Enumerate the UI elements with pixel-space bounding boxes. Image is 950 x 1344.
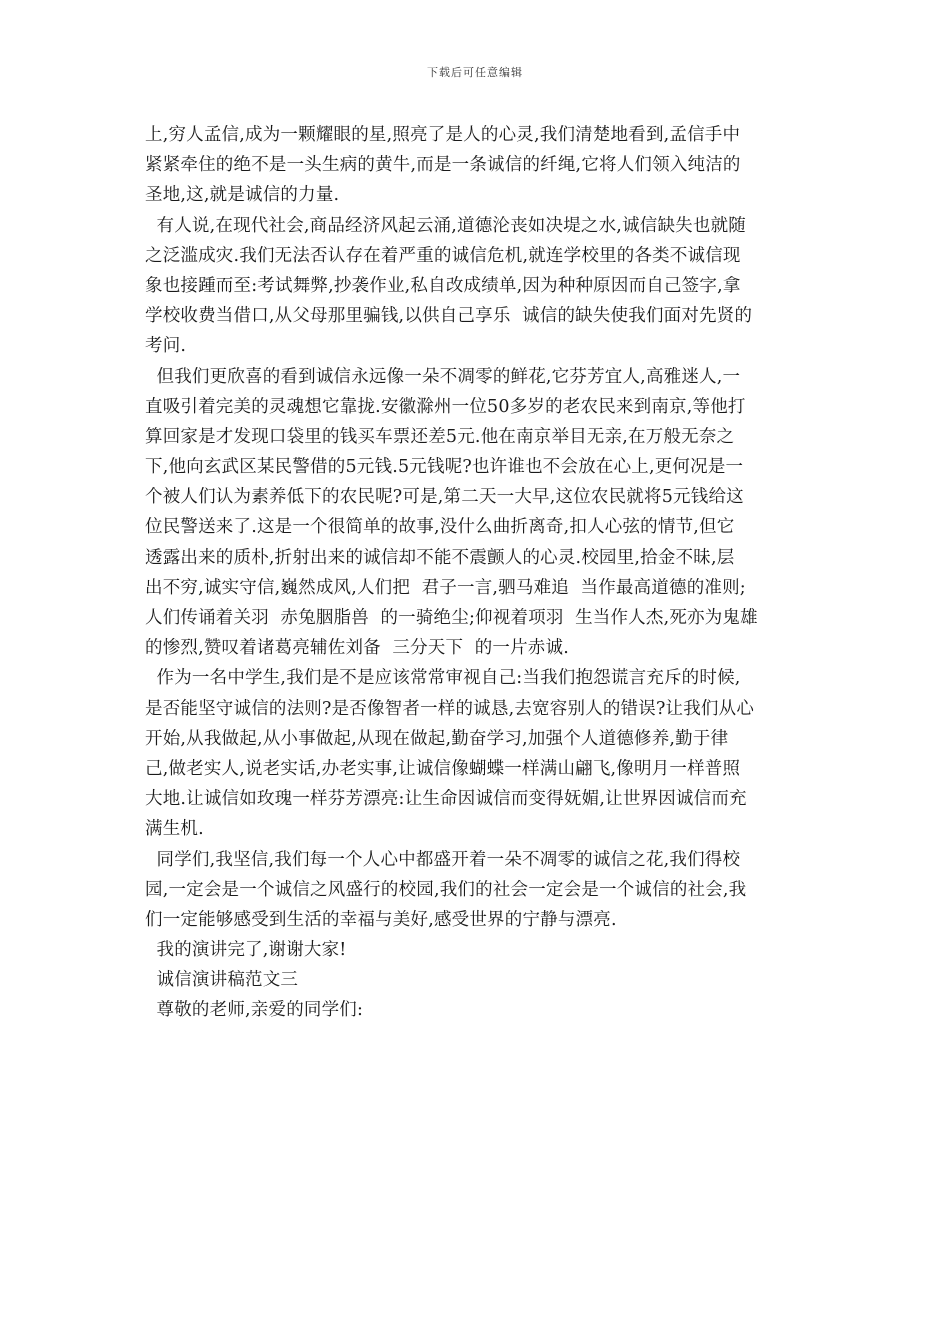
text-line: 己,做老实人,说老实话,办老实事,让诚信像蝴蝶一样满山翩飞,像明月一样普照 [145,758,741,779]
text-line: 个被人们认为素养低下的农民呢?可是,第二天一大早,这位农民就将5元钱给这 [145,487,744,508]
text-line: 的惨烈,赞叹着诸葛亮辅佐刘备 三分天下 的一片赤诚. [145,638,569,659]
text-line: 开始,从我做起,从小事做起,从现在做起,勤奋学习,加强个人道德修养,勤于律 [145,728,729,749]
text-line: 们一定能够感受到生活的幸福与美好,感受世界的宁静与漂亮. [145,909,617,930]
page-header: 下载后可任意编辑 [427,66,523,79]
text-line: 透露出来的质朴,折射出来的诚信却不能不震颤人的心灵.校园里,拾金不昧,层 [145,547,735,568]
text-line: 有人说,在现代社会,商品经济风起云涌,道德沦丧如决堤之水,诚信缺失也就随 [145,215,746,236]
document-body [145,120,813,1026]
text-line: 作为一名中学生,我们是不是应该常常审视自己:当我们抱怨谎言充斥的时候, [145,668,741,689]
text-line: 诚信演讲稿范文三 [145,970,299,991]
text-line: 考问. [145,336,187,357]
text-line: 下,他向玄武区某民警借的5元钱.5元钱呢?也许谁也不会放在心上,更何况是一 [145,457,744,478]
text-line: 园,一定会是一个诚信之风盛行的校园,我们的社会一定会是一个诚信的社会,我 [145,879,747,900]
text-line: 人们传诵着关羽 赤兔胭脂兽 的一骑绝尘;仰视着项羽 生当作人杰,死亦为鬼雄 [145,608,758,628]
text-line: 直吸引着完美的灵魂想它靠拢.安徽滁州一位50多岁的老农民来到南京,等他打 [145,396,746,417]
text-line: 位民警送来了.这是一个很简单的故事,没什么曲折离奇,扣人心弦的情节,但它 [145,517,735,538]
text-line: 学校收费当借口,从父母那里骗钱,以供自己享乐 诚信的缺失使我们面对先贤的 [145,306,753,327]
text-line: 圣地,这,就是诚信的力量. [145,185,340,206]
text-line: 是否能坚守诚信的法则?是否像智者一样的诚恳,去宽容别人的错误?让我们从心 [145,698,755,719]
text-line: 出不穷,诚实守信,巍然成风,人们把 君子一言,驷马难追 当作最高道德的准则; [145,577,746,598]
text-line: 尊敬的老师,亲爱的同学们: [145,1000,364,1021]
text-line: 满生机. [145,819,204,840]
text-line: 紧紧牵住的绝不是一头生病的黄牛,而是一条诚信的纤绳,它将人们领入纯洁的 [145,155,741,176]
text-line: 象也接踵而至:考试舞弊,抄袭作业,私自改成绩单,因为种种原因而自己签字,拿 [145,275,741,296]
text-line: 大地.让诚信如玫瑰一样芬芳漂亮:让生命因诚信而变得妩媚,让世界因诚信而充 [145,789,747,810]
text-line: 同学们,我坚信,我们每一个人心中都盛开着一朵不凋零的诚信之花,我们得校 [145,849,741,870]
text-line: 我的演讲完了,谢谢大家! [145,940,347,961]
text-line: 算回家是才发现口袋里的钱买车票还差5元.他在南京举目无亲,在万般无奈之 [145,426,735,447]
text-line: 但我们更欣喜的看到诚信永远像一朵不凋零的鲜花,它芬芳宜人,高雅迷人,一 [145,366,741,387]
text-line: 之泛滥成灾.我们无法否认存在着严重的诚信危机,就连学校里的各类不诚信现 [145,245,741,266]
text-line: 上,穷人孟信,成为一颗耀眼的星,照亮了是人的心灵,我们清楚地看到,孟信手中 [145,125,741,145]
